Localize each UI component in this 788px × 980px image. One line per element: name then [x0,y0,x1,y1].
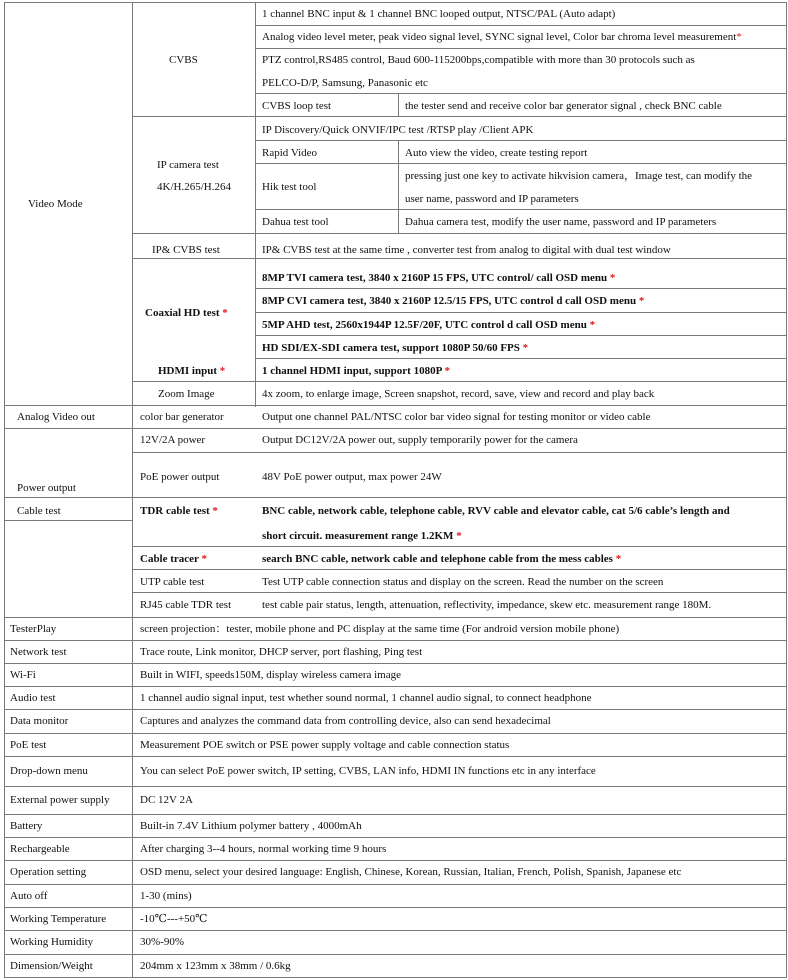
grid-line [4,2,787,3]
grid-line [132,814,133,838]
spec-row-label: PoE test [10,739,47,751]
grid-line [4,497,787,498]
grid-line [132,884,133,908]
dahua-tool-label: Dahua test tool [262,216,329,228]
rj45-tdr-test-label: RJ45 cable TDR test [140,599,232,611]
grid-line [132,930,133,955]
spec-row-label: Rechargeable [10,843,70,855]
grid-line [132,546,787,547]
grid-line [132,756,133,787]
grid-line [132,860,133,885]
grid-line [255,335,787,336]
coax-desc-line: HD SDI/EX-SDI camera test, support 1080P 50/60 FPS * [262,342,529,354]
cvbs-loop-desc: the tester send and receive color bar generator signal , check BNC cable [405,100,722,112]
coaxial-hd-label: Coaxial HD test * [145,307,228,319]
ip-desc-line: IP Discovery/Quick ONVIF/IPC test /RTSP play /Client APK [262,124,534,136]
grid-line [255,25,787,26]
spec-row-label: Auto off [10,890,48,902]
color-bar-generator-desc: Output one channel PAL/NTSC color bar video signal for testing monitor or video cable [262,411,651,423]
spec-row-label: Dimension/Weight [10,960,93,972]
grid-line [255,2,256,407]
grid-line [4,733,787,734]
grid-line [132,837,133,861]
zoom-image-label: Zoom Image [158,388,215,400]
tdr-cable-test-desc: BNC cable, network cable, telephone cable, RVV cable and elevator cable, cat 5/6 cable’s length and [262,505,730,517]
grid-line [132,786,133,815]
cable-tracer-desc: search BNC cable, network cable and telephone cable from the mess cables * [262,553,622,565]
cable-tracer-label: Cable tracer * [140,553,207,565]
spec-row-label: TesterPlay [10,623,57,635]
cvbs-desc-line: 1 channel BNC input & 1 channel BNC looped output, NTSC/PAL (Auto adapt) [262,8,616,20]
spec-row-value: -10℃---+50℃ [140,913,208,925]
grid-line [132,709,133,734]
spec-row-value: After charging 3--4 hours, normal working time 9 hours [140,843,387,855]
spec-row-value: DC 12V 2A [140,794,193,806]
grid-line [132,381,256,382]
spec-row-label: Audio test [10,692,56,704]
spec-row-label: Operation setting [10,866,87,878]
grid-line [4,930,787,931]
grid-line [255,209,787,210]
grid-line [132,954,133,978]
spec-row-label: Data monitor [10,715,69,727]
spec-row-value: 30%-90% [140,936,184,948]
grid-line [132,907,133,931]
grid-line [132,592,787,593]
spec-row-value: You can select PoE power switch, IP setting, CVBS, LAN info, HDMI IN functions etc in any interface [140,765,596,777]
spec-row-label: Working Temperature [10,913,107,925]
grid-line [4,405,787,406]
spec-row-value: Trace route, Link monitor, DHCP server, port flashing, Ping test [140,646,423,658]
grid-line [255,358,787,359]
rapid-video-desc: Auto view the video, create testing report [405,147,588,159]
ip-camera-label-sub: 4K/H.265/H.264 [157,181,231,193]
grid-line [4,617,787,618]
hik-tool-label: Hik test tool [262,181,317,193]
grid-line [4,520,133,521]
hik-tool-desc: pressing just one key to activate hikvision camera，Image test, can modify the [405,170,753,182]
spec-row-label: Battery [10,820,43,832]
grid-line [786,2,787,978]
grid-line [4,2,5,978]
power-12v-desc: Output DC12V/2A power out, supply temporarily power for the camera [262,434,578,446]
hdmi-input-desc: 1 channel HDMI input, support 1080P * [262,365,450,377]
grid-line [398,93,399,117]
grid-line [4,814,787,815]
grid-line [132,686,133,710]
cvbs-desc-line: PTZ control,RS485 control, Baud 600-115200bps,compatible with more than 30 protocols such as [262,54,695,66]
utp-cable-test-desc: Test UTP cable connection status and display on the screen. Read the number on the screen [262,576,664,588]
grid-line [255,48,787,49]
spec-row-value: screen projection：tester, mobile phone and PC display at the same time (For android version mobile phone) [140,623,620,635]
spec-row-value: Built in WIFI, speeds150M, display wireless camera image [140,669,401,681]
cvbs-desc-line: Analog video level meter, peak video signal level, SYNC signal level, Color bar chroma level measurement* [262,31,742,43]
grid-line [4,977,787,978]
cvbs-loop-label: CVBS loop test [262,100,332,112]
grid-line [132,2,133,618]
spec-row-label: Wi-Fi [10,669,36,681]
grid-line [4,428,787,429]
ip-camera-label: IP camera test [157,159,219,171]
grid-line [4,837,787,838]
grid-line [4,640,787,641]
grid-line [132,663,133,687]
spec-row-label: External power supply [10,794,110,806]
spec-row-value: Built-in 7.4V Lithium polymer battery , 4000mAh [140,820,362,832]
grid-line [398,116,787,117]
ip-cvbs-desc: IP& CVBS test at the same time , converter test from analog to digital with dual test window [262,244,671,256]
spec-row-value: 204mm x 123mm x 38mm / 0.6kg [140,960,291,972]
grid-line [132,452,787,453]
grid-line [132,640,133,664]
spec-row-label: Network test [10,646,67,658]
grid-line [4,786,787,787]
tdr-cable-test-label: TDR cable test * [140,505,218,517]
hdmi-input-label: HDMI input * [158,365,226,377]
spec-row-label: Working Humidity [10,936,94,948]
grid-line [132,233,787,234]
rj45-tdr-test-desc: test cable pair status, length, attenuation, reflectivity, impedance, skew etc. measurement range 180M. [262,599,712,611]
zoom-image-desc: 4x zoom, to enlarge image, Screen snapshot, record, save, view and record and play back [262,388,655,400]
grid-line [4,756,787,757]
grid-line [4,663,787,664]
spec-row-value: 1-30 (mins) [140,890,192,902]
spec-row-label: Drop-down menu [10,765,88,777]
cvbs-desc-line: PELCO-D/P, Samsung, Panasonic etc [262,77,428,89]
grid-line [255,163,787,164]
grid-line [4,907,787,908]
section-label-power-output: Power output [17,482,76,494]
grid-line [132,258,787,259]
tdr-cable-test-desc: short circuit. measurement range 1.2KM * [262,530,462,542]
grid-line [132,617,133,641]
grid-line [132,569,787,570]
grid-line [255,93,787,94]
rapid-video-label: Rapid Video [262,147,318,159]
grid-line [255,312,787,313]
grid-line [255,288,787,289]
spec-row-value: Captures and analyzes the command data from controlling device, also can send hexadecimal [140,715,551,727]
cvbs-label: CVBS [169,54,198,66]
grid-line [4,884,787,885]
color-bar-generator-label: color bar generator [140,411,224,423]
grid-line [4,686,787,687]
dahua-tool-desc: Dahua camera test, modify the user name, password and IP parameters [405,216,717,228]
ip-cvbs-label: IP& CVBS test [152,244,220,256]
poe-power-desc: 48V PoE power output, max power 24W [262,471,442,483]
section-label-cable-test: Cable test [17,505,61,517]
spec-row-value: OSD menu, select your desired language: English, Chinese, Korean, Russian, Italian, French, Polish, Spanish, Japanese etc [140,866,682,878]
poe-power-label: PoE power output [140,471,220,483]
coax-desc-line: 8MP CVI camera test, 3840 x 2160P 12.5/15 FPS, UTC control d call OSD menu * [262,295,645,307]
section-label-analog-video-out: Analog Video out [17,411,95,423]
spec-row-value: 1 channel audio signal input, test whether sound normal, 1 channel audio signal, to connect headphone [140,692,592,704]
grid-line [4,954,787,955]
section-label-video-mode: Video Mode [28,198,83,210]
coax-desc-line: 5MP AHD test, 2560x1944P 12.5F/20F, UTC control d call OSD menu * [262,319,596,331]
grid-line [132,733,133,757]
grid-line [398,140,399,234]
utp-cable-test-label: UTP cable test [140,576,205,588]
grid-line [255,381,787,382]
grid-line [4,860,787,861]
grid-line [255,140,787,141]
hik-tool-desc: user name, password and IP parameters [405,193,579,205]
power-12v-label: 12V/2A power [140,434,206,446]
coax-desc-line: 8MP TVI camera test, 3840 x 2160P 15 FPS, UTC control/ call OSD menu * [262,272,616,284]
grid-line [4,709,787,710]
spec-row-value: Measurement POE switch or PSE power supply voltage and cable connection status [140,739,510,751]
